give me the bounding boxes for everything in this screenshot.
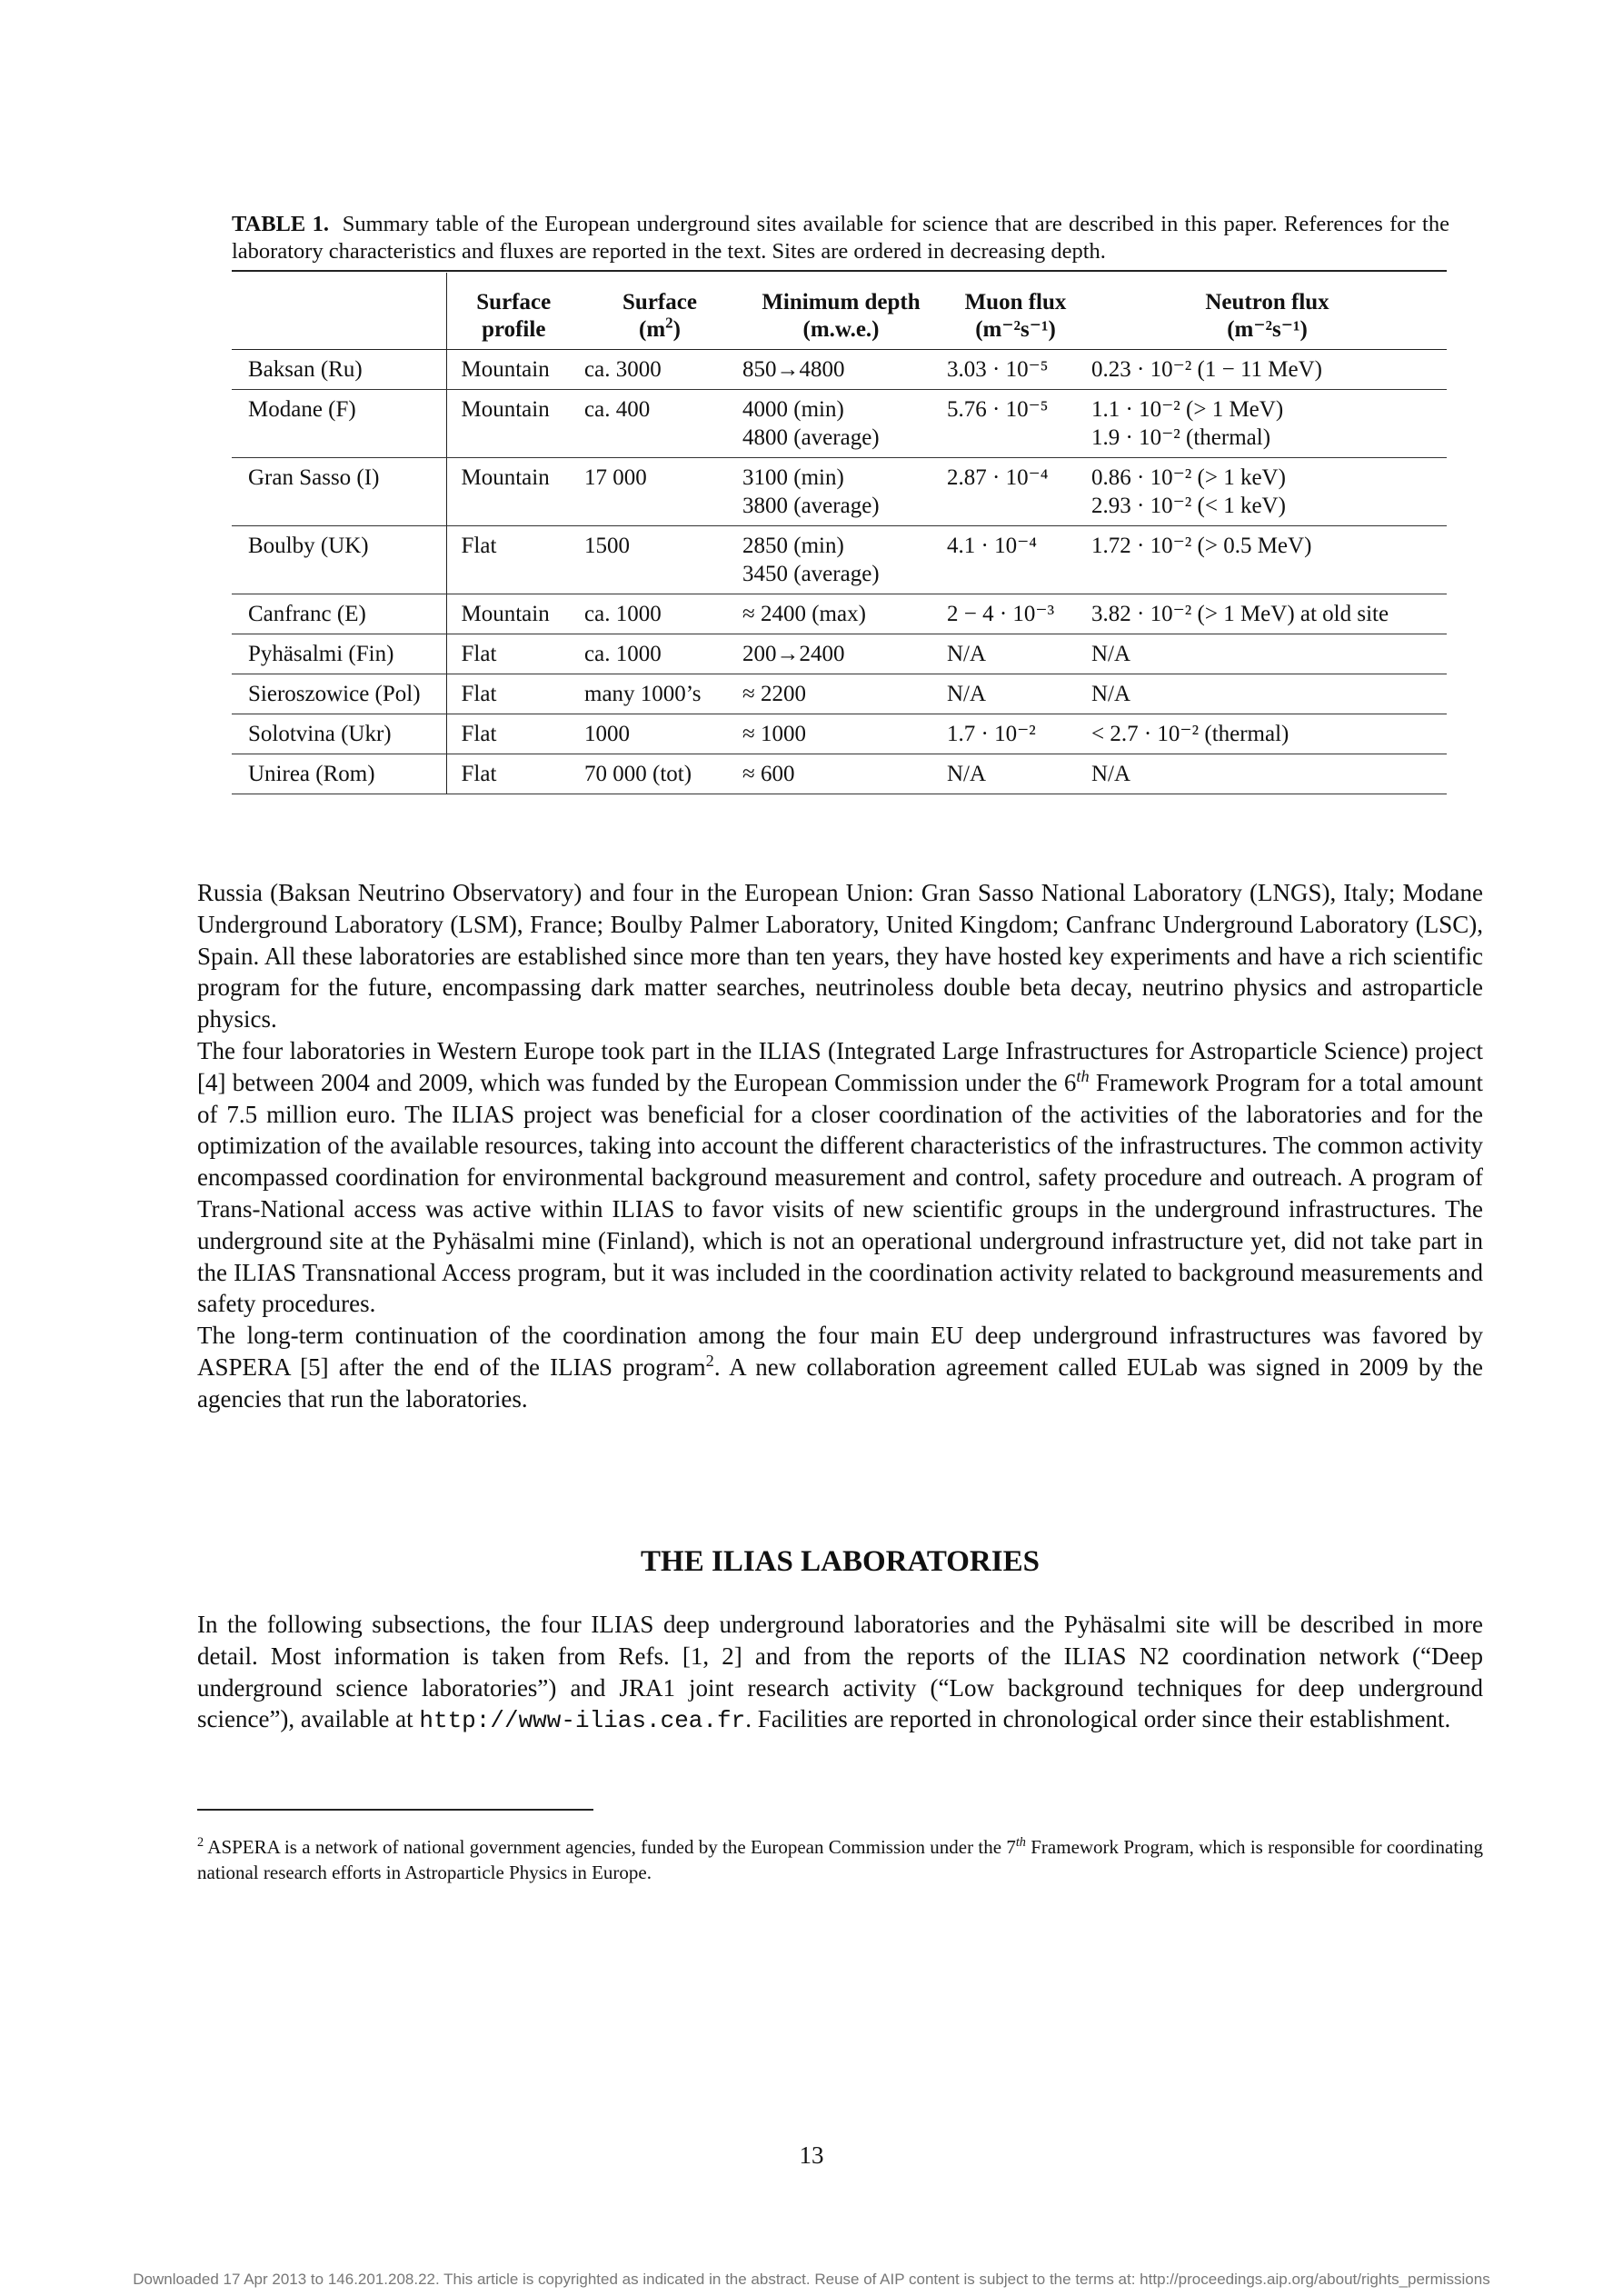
muon-cell: 4.1 · 10⁻⁴ — [943, 526, 1088, 594]
depth-cell — [739, 390, 943, 458]
header-muon-line1: Muon flux — [964, 290, 1067, 314]
summary-table — [232, 273, 1447, 794]
footnote-mark: 2 — [197, 1835, 204, 1850]
header-depth-line1: Minimum depth — [762, 290, 921, 314]
muon-cell: N/A — [943, 674, 1088, 714]
depth-cell — [739, 634, 943, 674]
site-cell: Modane (F) — [232, 390, 446, 458]
table-row — [232, 390, 1447, 458]
header-surface-line2 — [584, 316, 735, 344]
depth-cell — [739, 674, 943, 714]
site-cell: Pyhäsalmi (Fin) — [232, 634, 446, 674]
profile-cell: Mountain — [446, 458, 581, 526]
depth-cell-line: ≈ 2200 — [742, 682, 806, 706]
paragraph-2-sup: th — [1076, 1066, 1090, 1085]
neutron-cell — [1088, 754, 1447, 794]
header-surface-line1: Surface — [622, 290, 697, 314]
footnote-rule — [197, 1809, 593, 1811]
paragraph-2-part-b: Framework Program for a total amount of 7.5 million euro. The ILIAS project was beneficial for a closer coordination of the activities of the laboratories and for the optimization of the available resources, taking into account the different characteristics of the infrastructures. The common activity encompassed coordination for environmental background measurement and control, safety procedure and outreach. A program of Trans-National access was active within ILIAS to favor visits of new scientific groups in the underground infrastructures. The underground site at the Pyhäsalmi mine (Finland), which is not an operational underground infrastructure yet, did not take part in the ILIAS Transnational Access program, but it was included in the coordination activity related to background measurements and safety procedures. — [197, 1068, 1483, 1318]
header-neutron-line1: Neutron flux — [1205, 290, 1329, 314]
neutron-cell-line: 0.86 · 10⁻² (> 1 keV) — [1091, 465, 1286, 490]
neutron-cell — [1088, 350, 1447, 390]
site-cell: Baksan (Ru) — [232, 350, 446, 390]
table-header-row — [232, 273, 1447, 350]
muon-cell: 2 − 4 · 10⁻³ — [943, 594, 1088, 634]
depth-cell — [739, 754, 943, 794]
ilias-url-link[interactable]: http://www-ilias.cea.fr — [419, 1707, 746, 1735]
depth-cell — [739, 350, 943, 390]
neutron-cell-line: 0.23 · 10⁻² (1 − 11 MeV) — [1091, 357, 1322, 382]
depth-cell-line: ≈ 600 — [742, 762, 795, 786]
site-cell: Boulby (UK) — [232, 526, 446, 594]
footnote — [197, 1834, 1483, 1885]
footnote-text-b: Framework Program, which is responsible for coordinating national research efforts in Astroparticle Physics in Europe. — [197, 1836, 1483, 1883]
intro-text — [197, 877, 1483, 1415]
neutron-cell-line: 3.82 · 10⁻² (> 1 MeV) at old site — [1091, 602, 1389, 626]
table-row — [232, 526, 1447, 594]
table-row — [232, 634, 1447, 674]
surface-cell: ca. 1000 — [581, 634, 739, 674]
header-surface-close: ) — [672, 317, 681, 342]
depth-cell-line: 3450 (average) — [742, 562, 880, 586]
download-notice: Downloaded 17 Apr 2013 to 146.201.208.22. This article is copyrighted as indicated in the abstract. Reuse of AIP content is subject to the terms at: http://proceedings.aip.org/about/rights_permissions — [133, 2271, 1490, 2288]
neutron-cell-line: N/A — [1091, 682, 1131, 706]
neutron-cell — [1088, 526, 1447, 594]
surface-cell: 70 000 (tot) — [581, 754, 739, 794]
neutron-cell-line: N/A — [1091, 642, 1131, 666]
neutron-cell — [1088, 714, 1447, 754]
depth-cell-line: 4800 (average) — [742, 425, 880, 450]
profile-cell: Flat — [446, 714, 581, 754]
depth-cell-line: 4000 (min) — [742, 397, 844, 422]
header-neutron — [1088, 273, 1447, 350]
muon-cell: 1.7 · 10⁻² — [943, 714, 1088, 754]
header-surface — [581, 273, 739, 350]
neutron-cell-line: 1.72 · 10⁻² (> 0.5 MeV) — [1091, 534, 1312, 558]
paragraph-3-sup: 2 — [705, 1351, 714, 1370]
muon-cell: N/A — [943, 754, 1088, 794]
neutron-cell-line: 2.93 · 10⁻² (< 1 keV) — [1091, 494, 1286, 518]
header-depth — [739, 273, 943, 350]
paragraph-2 — [197, 1035, 1483, 1320]
profile-cell: Mountain — [446, 594, 581, 634]
surface-cell: 1000 — [581, 714, 739, 754]
section-title: THE ILIAS LABORATORIES — [641, 1545, 1040, 1578]
footnote-sup: th — [1015, 1835, 1026, 1850]
table-row — [232, 350, 1447, 390]
footnote-text-a: ASPERA is a network of national government agencies, funded by the European Commission under the 7 — [204, 1836, 1016, 1858]
site-cell: Solotvina (Ukr) — [232, 714, 446, 754]
surface-cell: ca. 400 — [581, 390, 739, 458]
header-profile-line2: profile — [482, 317, 546, 342]
table-caption-label: TABLE 1. — [232, 212, 329, 236]
header-surface-exp: 2 — [665, 314, 673, 332]
neutron-cell — [1088, 674, 1447, 714]
table-row — [232, 458, 1447, 526]
neutron-cell — [1088, 634, 1447, 674]
depth-cell — [739, 458, 943, 526]
table-top-rule — [232, 270, 1447, 272]
table-body — [232, 350, 1447, 794]
surface-cell: ca. 1000 — [581, 594, 739, 634]
header-depth-line2: (m.w.e.) — [802, 317, 880, 342]
profile-cell: Flat — [446, 674, 581, 714]
paragraph-1: Russia (Baksan Neutrino Observatory) and four in the European Union: Gran Sasso National Laboratory (LNGS), Italy; Modane Underground Laboratory (LSM), France; Boulby Palmer Laboratory, United Kingdom; Canfranc Underground Laboratory (LSC), Spain. All these laboratories are established since more than ten years, they have hosted key experiments and have a rich scientific program for the future, encompassing dark matter searches, neutrinoless double beta decay, neutrino physics and astroparticle physics. — [197, 879, 1483, 1033]
neutron-cell — [1088, 458, 1447, 526]
surface-cell: 1500 — [581, 526, 739, 594]
depth-cell-line: 200→2400 — [742, 642, 845, 666]
section-paragraph-part-a: In the following subsections, the four ILIAS deep underground laboratories and the Pyhäsalmi site will be described in more detail. Most information is taken from Refs. [1, 2] and from the reports of the ILIAS N2 coordination network (“Deep underground science laboratories”) and JRA1 joint research activity (“Low background techniques for deep underground science”), available at — [197, 1611, 1483, 1733]
table-caption — [232, 211, 1449, 265]
header-muon — [943, 273, 1088, 350]
section-paragraph-1 — [197, 1609, 1483, 1737]
header-muon-line2: (m⁻²s⁻¹) — [975, 317, 1056, 342]
table-caption-text: Summary table of the European underground sites available for science that are described in this paper. References for the laboratory characteristics and fluxes are reported in the text. Sites are ordered in decreasing depth. — [232, 212, 1449, 264]
header-site — [232, 273, 446, 350]
profile-cell: Flat — [446, 526, 581, 594]
neutron-cell-line: 1.1 · 10⁻² (> 1 MeV) — [1091, 397, 1284, 422]
paragraph-3-part-a: The long-term continuation of the coordination among the four main EU deep underground infrastructures was favored by ASPERA [5] after the end of the ILIAS program — [197, 1322, 1483, 1381]
depth-cell-line: ≈ 2400 (max) — [742, 602, 866, 626]
profile-cell: Mountain — [446, 390, 581, 458]
muon-cell: 2.87 · 10⁻⁴ — [943, 458, 1088, 526]
site-cell: Sieroszowice (Pol) — [232, 674, 446, 714]
section-text — [197, 1609, 1483, 1737]
depth-cell-line: 3800 (average) — [742, 494, 880, 518]
section-paragraph-part-b: . Facilities are reported in chronological order since their establishment. — [745, 1705, 1451, 1733]
profile-cell: Flat — [446, 634, 581, 674]
table-row — [232, 714, 1447, 754]
muon-cell: 3.03 · 10⁻⁵ — [943, 350, 1088, 390]
profile-cell: Flat — [446, 754, 581, 794]
depth-cell-line: 2850 (min) — [742, 534, 844, 558]
header-surface-unit: (m — [639, 317, 666, 342]
depth-cell — [739, 526, 943, 594]
surface-cell: ca. 3000 — [581, 350, 739, 390]
paragraph-3-part-b: . A new collaboration agreement called EULab was signed in 2009 by the agencies that run the laboratories. — [197, 1353, 1483, 1413]
site-cell: Canfranc (E) — [232, 594, 446, 634]
header-profile — [446, 273, 581, 350]
surface-cell: 17 000 — [581, 458, 739, 526]
neutron-cell-line: N/A — [1091, 762, 1131, 786]
surface-cell: many 1000’s — [581, 674, 739, 714]
neutron-cell-line: 1.9 · 10⁻² (thermal) — [1091, 425, 1271, 450]
depth-cell-line: ≈ 1000 — [742, 722, 806, 746]
paragraph-3 — [197, 1320, 1483, 1414]
table-row — [232, 674, 1447, 714]
depth-cell-line: 3100 (min) — [742, 465, 844, 490]
paragraph-2-part-a: The four laboratories in Western Europe took part in the ILIAS (Integrated Large Infrastructures for Astroparticle Science) project [4] between 2004 and 2009, which was funded by the European Commission under the 6 — [197, 1036, 1483, 1096]
depth-cell-line: 850→4800 — [742, 357, 845, 382]
header-profile-line1: Surface — [476, 290, 552, 314]
muon-cell: 5.76 · 10⁻⁵ — [943, 390, 1088, 458]
site-cell: Gran Sasso (I) — [232, 458, 446, 526]
muon-cell: N/A — [943, 634, 1088, 674]
table-row — [232, 594, 1447, 634]
neutron-cell-line: < 2.7 · 10⁻² (thermal) — [1091, 722, 1289, 746]
neutron-cell — [1088, 594, 1447, 634]
neutron-cell — [1088, 390, 1447, 458]
depth-cell — [739, 594, 943, 634]
table-row — [232, 754, 1447, 794]
site-cell: Unirea (Rom) — [232, 754, 446, 794]
profile-cell: Mountain — [446, 350, 581, 390]
page-number: 13 — [799, 2141, 824, 2169]
depth-cell — [739, 714, 943, 754]
header-neutron-line2: (m⁻²s⁻¹) — [1227, 317, 1308, 342]
